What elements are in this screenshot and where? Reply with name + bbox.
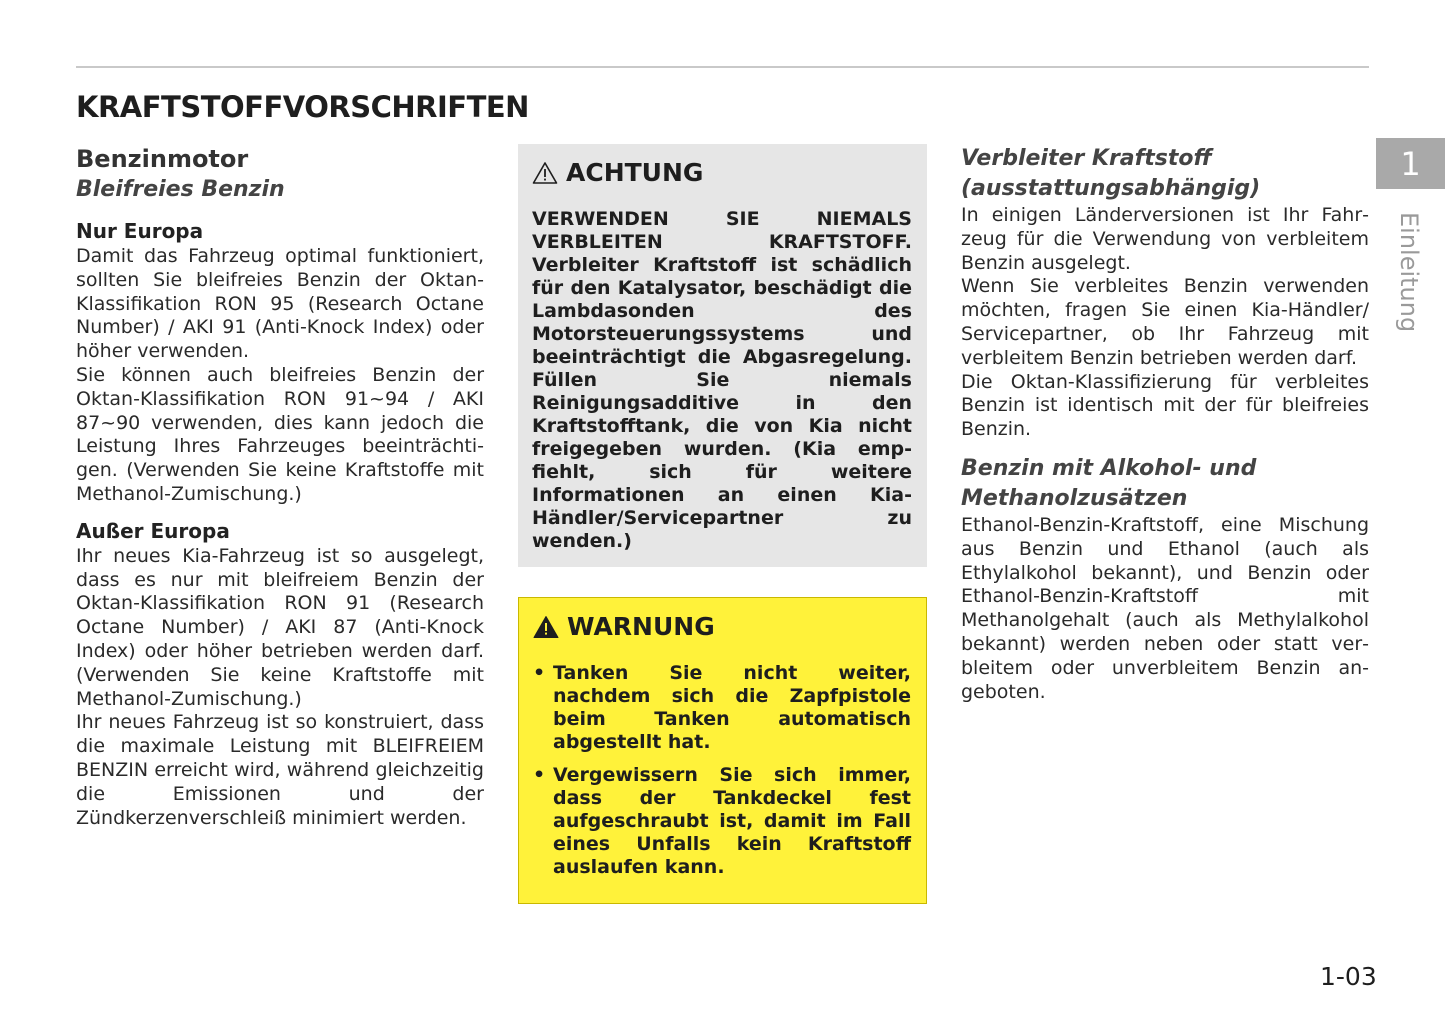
- subheading-bleifreies-benzin: Bleifreies Benzin: [76, 177, 285, 202]
- warning-bullet: • Tanken Sie nicht weiter, nachdem sich die Zapfpistole beim Tanken automatisch abgestellt hat.: [533, 662, 911, 754]
- warning-title-text: WARNUNG: [567, 612, 715, 641]
- paragraph-leaded-2: Wenn Sie verbleites Benzin verwenden möchten, fragen Sie einen Kia-Händler/ Servicepartner, ob Ihr Fahrzeug mit verbleitem Benzin betrieben werden darf.: [961, 275, 1369, 369]
- heading-alkohol-methanol: [961, 454, 1369, 514]
- caution-triangle-icon: [532, 161, 558, 185]
- chapter-label-text: Einleitung: [1395, 212, 1423, 333]
- heading-alkohol-line2: Methanolzusätzen: [961, 485, 1188, 511]
- chapter-number-tab: 1: [1376, 138, 1445, 189]
- heading-verbleiter-line2: (ausstattungsabhängig): [961, 176, 1261, 201]
- warning-title: [533, 612, 911, 642]
- header-rule: [76, 66, 1369, 68]
- paragraph-leaded-1: In einigen Länderversionen ist Ihr Fahrzeug für die Verwendung von verbleitem Benzin ausgelegt.: [961, 204, 1369, 274]
- column-benzinmotor: [76, 144, 484, 830]
- warning-box: [518, 597, 927, 904]
- paragraph-europe-2: Sie können auch bleifreies Benzin der Oktan-Klassifikation RON 91~94 / AKI 87~90 verwenden, dies kann jedoch die Leistung Ihres Fahrzeuges beeinträchtigen. (Verwenden Sie keine Kraftstoffe mit Methanol-Zumischung.): [76, 363, 484, 505]
- paragraph-outside-1: Ihr neues Kia-Fahrzeug ist so ausgelegt, dass es nur mit bleifreiem Benzin der Oktan-Klassifikation RON 91 (Research Octane Number) / AKI 87 (Anti-Knock Index) oder höher betrieben werden darf. (Verwenden Sie keine Kraftstoffe mit Methanol-Zumischung.): [76, 544, 484, 710]
- warning-bullet: • Vergewissern Sie sich immer, dass der Tankdeckel fest aufgeschraubt ist, damit im Fall eines Unfalls kein Kraftstoff auslaufen kann.: [533, 764, 911, 879]
- heading-verbleiter-kraftstoff: [961, 144, 1369, 204]
- caution-title: [532, 158, 912, 188]
- heading-alkohol-line1: Benzin mit Alkohol- und: [961, 455, 1257, 481]
- page-number: 1-03: [1320, 962, 1377, 991]
- chapter-label: [1393, 212, 1427, 342]
- caution-text: VERWENDEN SIE NIEMALS VERBLEITEN KRAFTSTOFF. Verbleiter Kraftstoff ist schädlich für den Katalysator, beschädigt die Lambdasonden des Motorsteuerungssystems und beeinträchtigt die Abgasregelung. Füllen Sie niemals Reinigungsadditive in den Kraftstofftank, die von Kia nicht freigegeben wurden. (Kia empfiehlt, sich für weitere Informationen an einen Kia-Händler/Servicepartner zu wenden.): [532, 208, 912, 552]
- label-nur-europa: Nur Europa: [76, 219, 204, 243]
- warning-triangle-icon: [533, 615, 559, 639]
- paragraph-leaded-3: Die Oktan-Klassifizierung für verbleites Benzin ist identisch mit der für bleifreies Benzin.: [961, 370, 1369, 441]
- paragraph-europe-1: Damit das Fahrzeug optimal funktioniert, sollten Sie bleifreies Benzin der Oktan-Klassifikation RON 95 (Research Octane Number) / AKI 91 (Anti-Knock Index) oder höher verwenden.: [76, 245, 484, 363]
- column-notices: [518, 144, 927, 904]
- caution-box: [518, 144, 927, 567]
- column-fuel-variants: [961, 144, 1369, 704]
- warning-bullet-list: [533, 662, 911, 879]
- paragraph-outside-2: Ihr neues Fahrzeug ist so konstruiert, dass die maximale Leistung mit BLEIFREIEM BENZIN erreicht wird, während gleichzeitig die Emissionen und der Zündkerzenverschleiß minimiert werden.: [76, 711, 484, 829]
- label-ausser-europa: Außer Europa: [76, 518, 230, 543]
- paragraph-alcohol-1: Ethanol-Benzin-Kraftstoff, eine Mischung aus Benzin und Ethanol (auch als Ethylalkohol bekannt), und Benzin oder Ethanol-Benzin-Kraftstoff mit Methanolgehalt (auch als Methylalkohol bekannt) werden neben oder statt verbleitem oder unverbleitem Benzin angeboten.: [961, 513, 1369, 703]
- heading-verbleiter-line1: Verbleiter Kraftstoff: [961, 146, 1212, 171]
- caution-title-text: ACHTUNG: [566, 158, 704, 187]
- heading-benzinmotor: Benzinmotor: [76, 145, 249, 173]
- section-title: KRAFTSTOFFVORSCHRIFTEN: [76, 90, 529, 124]
